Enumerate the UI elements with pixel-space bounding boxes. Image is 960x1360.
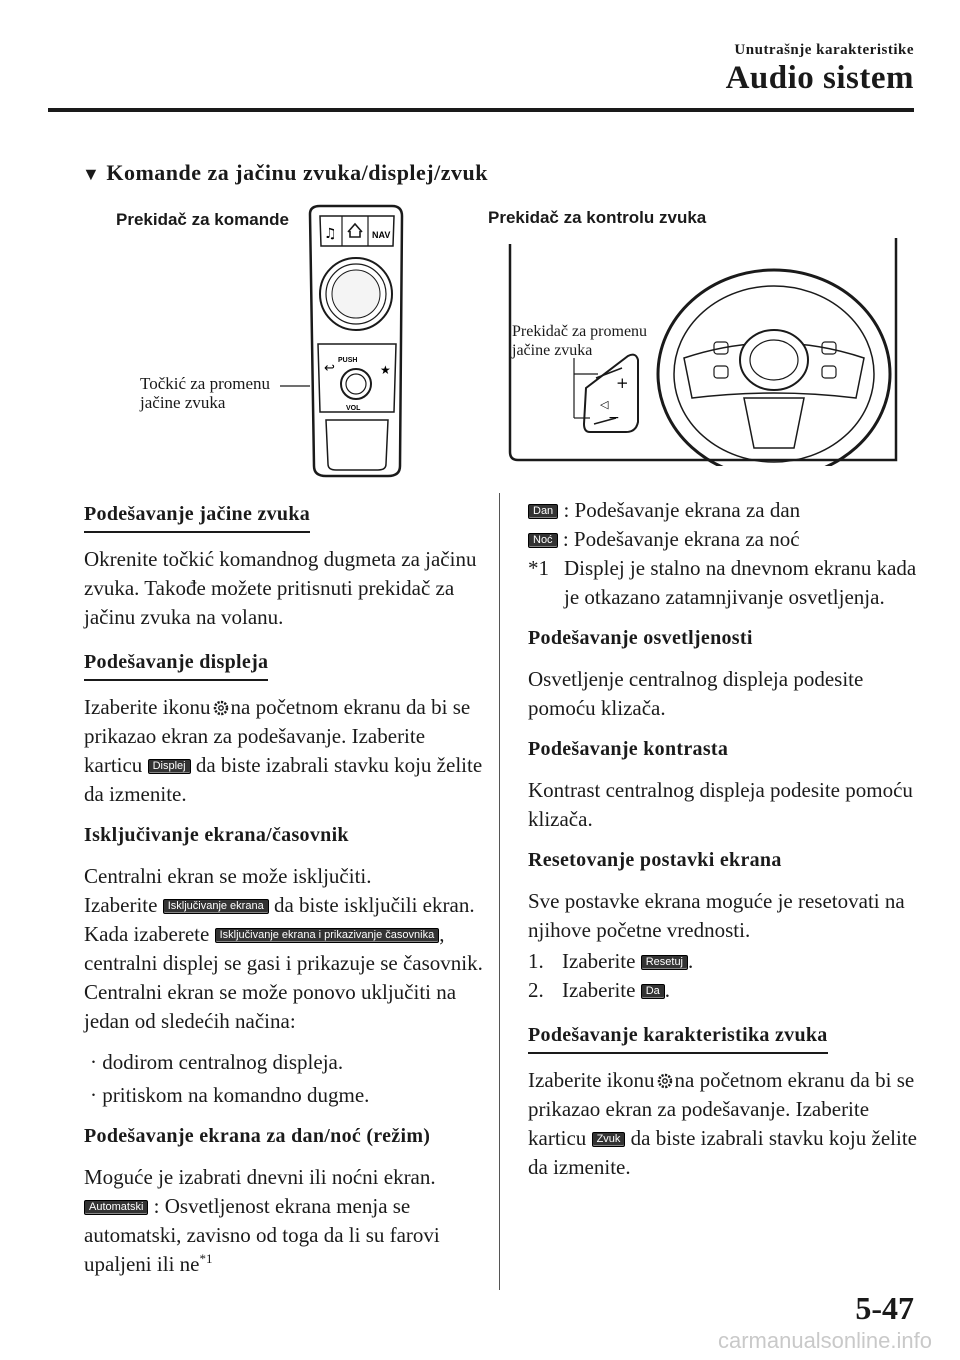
bullet-press-text: pritiskom na komandno dugme. (102, 1083, 370, 1107)
para-day-night-b: : Osvetljenost ekrana menja se automatski, zavisno od toga da li su farovi upaljeni ili ne (84, 1194, 440, 1276)
night-option (528, 525, 918, 554)
para-screen-off-f: centralni displej se gasi i prikazuje se časovnik. (84, 951, 483, 975)
heading-contrast: Podešavanje kontrasta (528, 738, 729, 760)
mute-icon: ◁ (600, 398, 609, 411)
para-screen-off-g: Centralni ekran se može ponovo uključiti na jedan od sledećih načina: (84, 980, 457, 1033)
step-2-end: . (664, 978, 671, 1002)
nav-button-label: NAV (372, 230, 391, 240)
night-mode-button: Noć (528, 533, 558, 548)
settings-gear-icon (657, 1073, 673, 1089)
step-2 (528, 976, 918, 1005)
left-column (84, 496, 484, 1291)
para-brightness: Osvetljenje centralnog displeja podesite pomoću klizača. (528, 667, 864, 720)
para-day-night-a: Moguće je izabrati dnevni ili noćni ekran. (84, 1165, 436, 1189)
displej-tab-button: Displej (148, 759, 191, 774)
back-icon: ↩ (324, 361, 335, 376)
para-display-d: da biste izabrali stavku koju želite da izmenite. (84, 753, 483, 806)
label-volume-knob-line2: jačine zvuka (140, 393, 226, 412)
step-1-end: . (688, 949, 694, 973)
footnote-text: Displej je stalno na dnevnom ekranu kada je otkazano zatamnjivanje osvetljenja. (564, 556, 917, 609)
para-volume: Okrenite točkić komandnog dugmeta za jačinu zvuka. Takođe možete pritisnuti prekidač za jačinu zvuka na volanu. (84, 547, 477, 629)
para-contrast: Kontrast centralnog displeja podesite pomoću klizača. (528, 778, 913, 831)
para-screen-off-a: Centralni ekran se može isključiti. (84, 864, 372, 888)
para-display-c: Izaberite karticu (84, 724, 426, 777)
footnote-ref: *1 (199, 1251, 213, 1266)
heading-display: Podešavanje displeja (84, 648, 268, 681)
bullet-touch-text: dodirom centralnog displeja. (102, 1050, 344, 1074)
day-option (528, 496, 918, 525)
minus-icon: − (608, 410, 620, 426)
label-audio-control-switch: Prekidač za kontrolu zvuka (488, 208, 707, 227)
label-commander-switch: Prekidač za komande (116, 210, 289, 229)
bullet-press: · pritiskom na komandno dugme. (90, 1083, 370, 1107)
label-volume-knob (140, 374, 270, 412)
para-sound-b: na početnom ekranu da bi se prikazao ekran za podešavanje. (528, 1068, 915, 1121)
push-label: PUSH (338, 357, 358, 364)
running-header-section: Unutrašnje karakteristike (734, 42, 914, 58)
para-sound (528, 1066, 918, 1182)
screen-off-clock-button: Isključivanje ekrana i prikazivanje časovnika (215, 928, 440, 943)
step-1-text: Izaberite (562, 949, 636, 973)
step-1 (528, 947, 918, 976)
heading-day-night: Podešavanje ekrana za dan/noć (režim) (84, 1125, 431, 1147)
section-title (82, 160, 488, 186)
para-sound-a: Izaberite ikonu (528, 1068, 655, 1092)
night-option-text: : Podešavanje ekrana za noć (562, 527, 800, 551)
para-sound-d: da biste izabrali stavku koju želite da izmenite. (528, 1126, 917, 1179)
para-reset: Sve postavke ekrana moguće je resetovati na njihove početne vrednosti. (528, 889, 905, 942)
heading-sound: Podešavanje karakteristika zvuka (528, 1021, 828, 1054)
music-note-icon: ♫ (324, 226, 337, 242)
heading-volume: Podešavanje jačine zvuka (84, 500, 310, 533)
para-display-a: Izaberite ikonu (84, 695, 211, 719)
bullet-touch: · dodirom centralnog displeja. (90, 1050, 344, 1074)
column-divider (499, 493, 500, 1290)
step-1-number: 1. (528, 949, 544, 973)
label-volume-switch-line2: jačine zvuka (512, 342, 593, 359)
day-option-text: : Podešavanje ekrana za dan (563, 498, 801, 522)
step-2-number: 2. (528, 978, 544, 1002)
para-day-night (84, 1163, 484, 1279)
right-column (528, 496, 918, 1194)
para-screen-off-c: da biste isključili ekran. (273, 893, 475, 917)
footnote (528, 554, 918, 612)
footnote-mark: *1 (528, 556, 549, 580)
yes-button: Da (641, 984, 665, 999)
auto-mode-button: Automatski (84, 1200, 148, 1215)
step-2-text: Izaberite (562, 978, 636, 1002)
plus-icon: + (616, 374, 629, 392)
para-display-b: na početnom ekranu da bi se prikazao ekran za podešavanje. (84, 695, 471, 748)
para-screen-off-e: , (439, 922, 445, 946)
label-volume-switch (512, 322, 647, 360)
zvuk-tab-button: Zvuk (592, 1132, 626, 1147)
running-header-title: Audio sistem (725, 60, 914, 96)
watermark: carmanualsonline.info (717, 1328, 932, 1353)
triangle-down-icon: ▼ (82, 164, 101, 184)
label-volume-knob-line1: Točkić za promenu (140, 374, 271, 393)
reset-button: Resetuj (641, 955, 688, 970)
star-icon: ★ (380, 363, 391, 377)
label-volume-switch-line1: Prekidač za promenu (512, 323, 648, 340)
vol-label: VOL (346, 405, 361, 412)
section-title-text: Komande za jačinu zvuka/displej/zvuk (106, 160, 488, 185)
day-mode-button: Dan (528, 504, 558, 519)
para-screen-off-b: Izaberite (84, 893, 158, 917)
settings-gear-icon (213, 700, 229, 716)
heading-brightness: Podešavanje osvetljenosti (528, 627, 753, 649)
commander-switch-illustration (280, 204, 410, 480)
para-sound-c: Izaberite karticu (528, 1097, 870, 1150)
header-rule (48, 108, 914, 112)
heading-reset: Resetovanje postavki ekrana (528, 849, 782, 871)
screen-off-button: Isključivanje ekrana (163, 899, 269, 914)
para-display (84, 693, 484, 809)
page-number: 5-47 (855, 1290, 914, 1326)
para-screen-off-d: Kada izaberete (84, 922, 210, 946)
para-screen-off (84, 862, 484, 1036)
heading-screen-off: Isključivanje ekrana/časovnik (84, 824, 349, 846)
